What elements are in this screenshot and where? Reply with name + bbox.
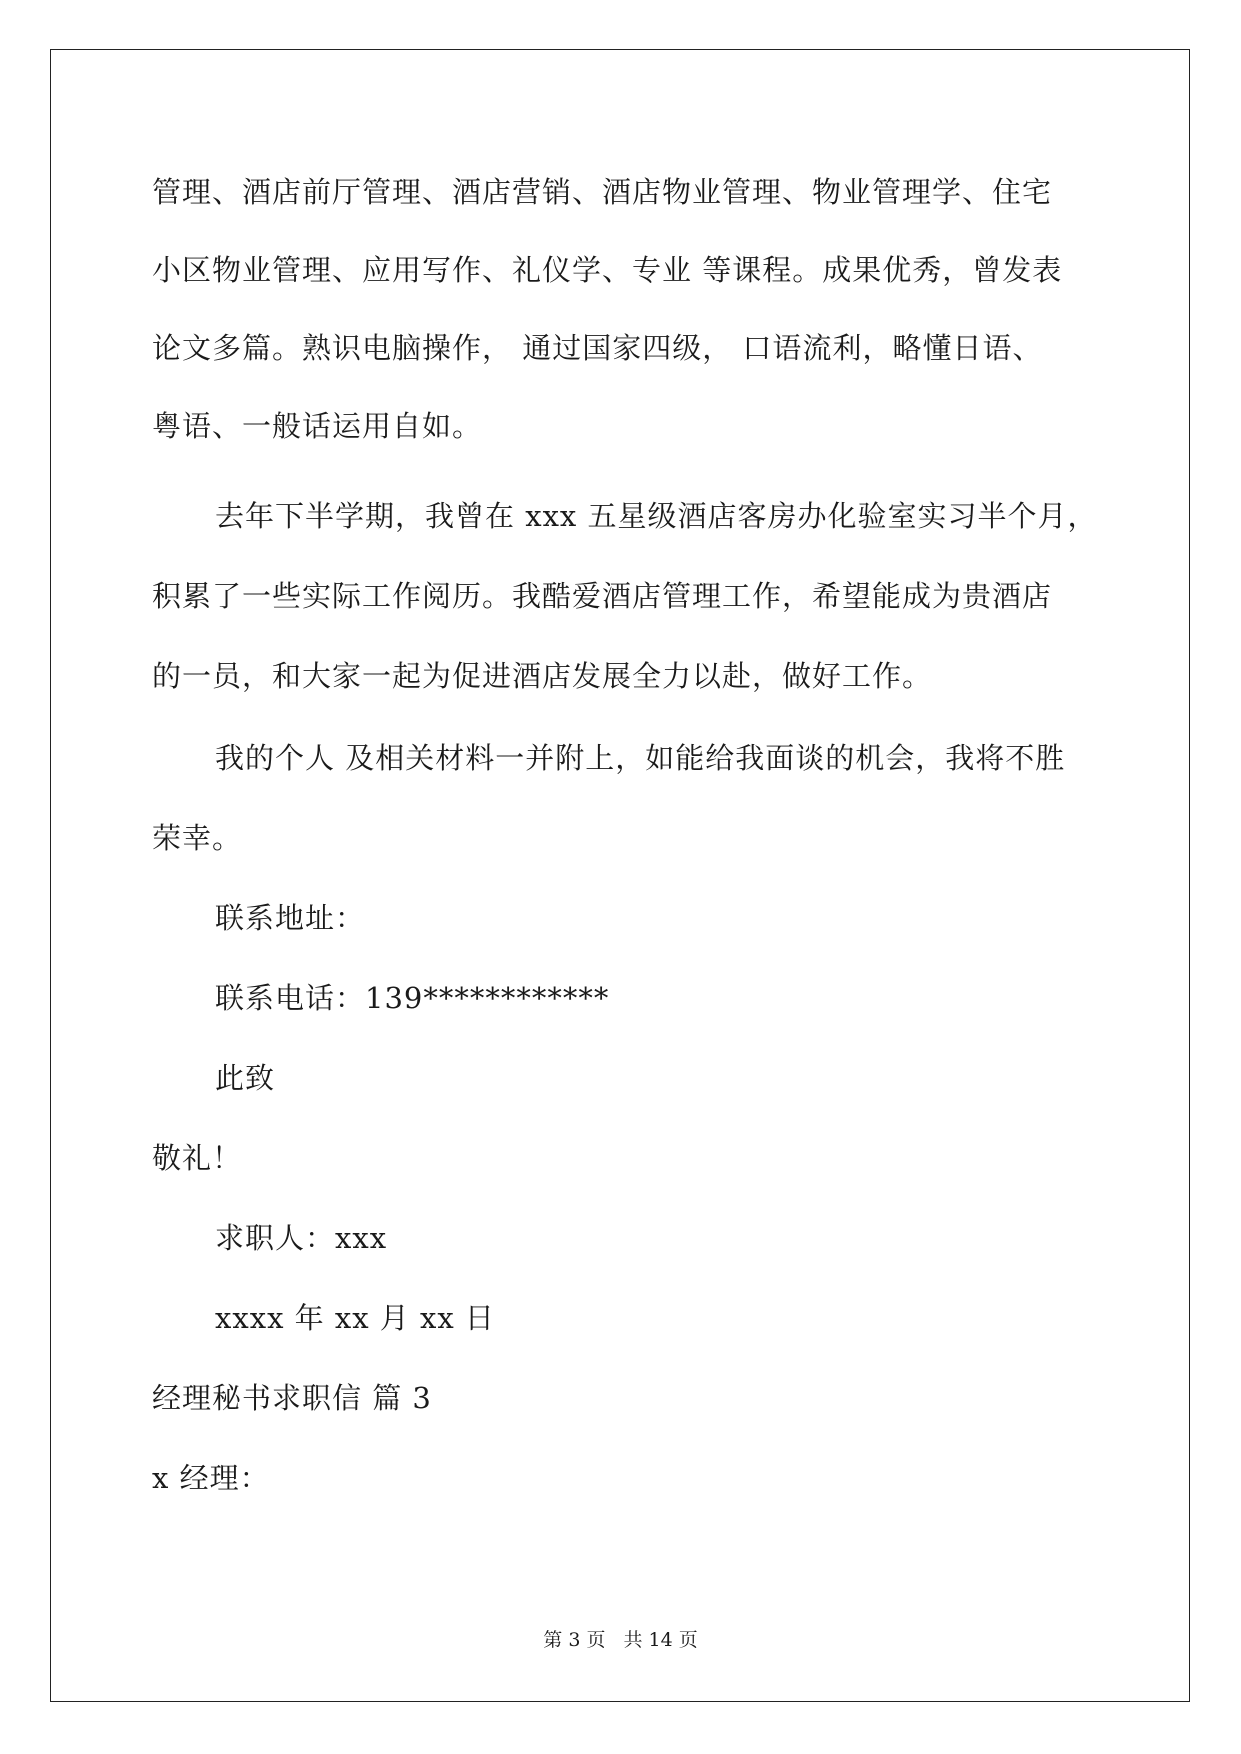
contact-address: 联系地址： bbox=[215, 901, 366, 935]
body-line-1: 管理、酒店前厅管理、酒店营销、酒店物业管理、物业管理学、住宅 bbox=[152, 175, 1053, 209]
body-line-9: 荣幸。 bbox=[152, 821, 243, 855]
body-line-2: 小区物业管理、应用写作、礼仪学、专业 等课程。成果优秀，曾发表 bbox=[152, 253, 1063, 287]
page-footer bbox=[0, 1628, 1241, 1652]
body-line-5: 去年下半学期，我曾在 xxx 五星级酒店客房办化验室实习半个月， bbox=[215, 499, 1098, 533]
page-total: 共 14 页 bbox=[623, 1629, 698, 1651]
page-border bbox=[50, 49, 1190, 1702]
section-heading: 经理秘书求职信 篇 3 bbox=[152, 1381, 432, 1415]
body-line-3: 论文多篇。熟识电脑操作， 通过国家四级， 口语流利，略懂日语、 bbox=[152, 331, 1043, 365]
contact-phone: 联系电话：139************ bbox=[215, 981, 610, 1015]
applicant-name: 求职人：xxx bbox=[215, 1221, 388, 1255]
closing-salutation: 此致 bbox=[215, 1061, 276, 1095]
body-line-4: 粤语、一般话运用自如。 bbox=[152, 409, 483, 443]
body-line-7: 的一员，和大家一起为促进酒店发展全力以赴，做好工作。 bbox=[152, 659, 933, 693]
page-number: 第 3 页 bbox=[543, 1629, 606, 1651]
closing-regards: 敬礼！ bbox=[152, 1141, 243, 1175]
body-line-6: 积累了一些实际工作阅历。我酷爱酒店管理工作，希望能成为贵酒店 bbox=[152, 579, 1053, 613]
body-line-8: 我的个人 及相关材料一并附上，如能给我面谈的机会，我将不胜 bbox=[215, 741, 1066, 775]
greeting-line: x 经理： bbox=[152, 1461, 270, 1495]
letter-date: xxxx 年 xx 月 xx 日 bbox=[215, 1301, 495, 1335]
